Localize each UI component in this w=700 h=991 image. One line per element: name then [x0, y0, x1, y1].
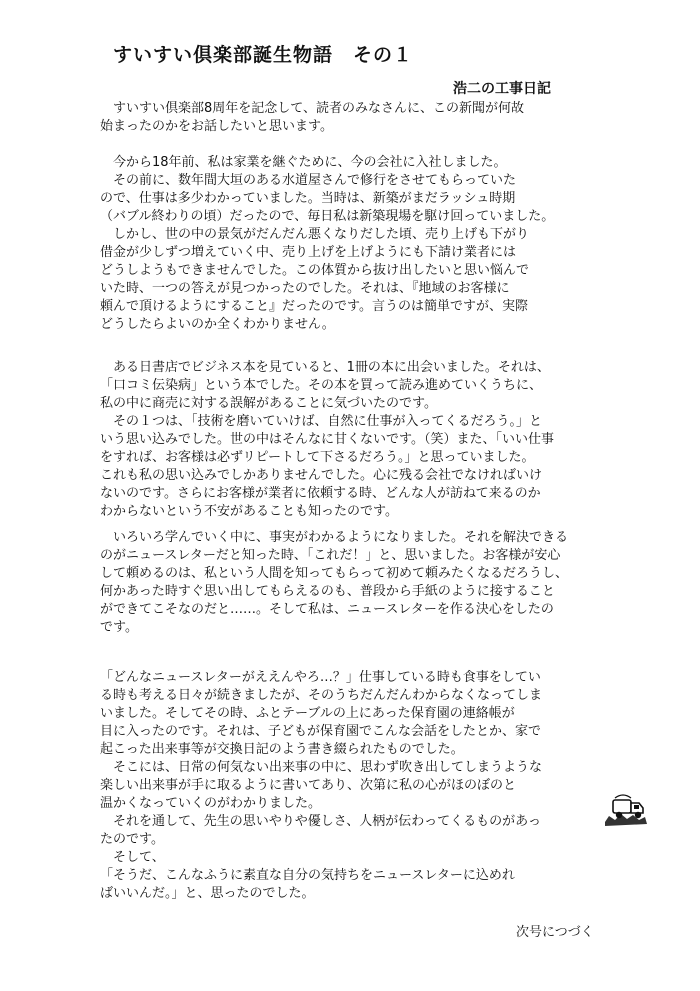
- text-line: 「そうだ、こんなふうに素直な自分の気持ちをニュースレターに込めれ: [100, 868, 515, 883]
- text-line: どうしたらよいのか全くわかりません。: [100, 317, 335, 332]
- text-line: いう思い込みでした。世の中はそんなに甘くないです。（笑）また、「いい仕事: [100, 432, 554, 447]
- truck-icon: [603, 790, 649, 830]
- text-line: のがニュースレターだと知った時、「これだ！」と、思いました。お客様が安心: [100, 548, 561, 563]
- text-line: です。: [100, 620, 138, 635]
- text-line: 頼んで頂けるようにすること』だったのです。言うのは簡単ですが、実際: [100, 299, 528, 314]
- paragraph-diary: [100, 669, 542, 903]
- text-line: ないのです。さらにお客様が業者に依頼する時、どんな人が訪ねて来るのか: [100, 486, 541, 501]
- text-line: をすれば、お客様は必ずリピートして下さるだろう。」と思っていました。: [100, 450, 535, 465]
- text-line: 目に入ったのです。それは、子どもが保育園でこんな会話をしたとか、家で: [100, 724, 541, 739]
- text-line: わからないという不安があることも知ったのです。: [100, 504, 398, 519]
- text-line: ができてこそなのだと……。そして私は、ニュースレターを作る決心をしたの: [100, 602, 554, 617]
- text-line: その前に、数年間大垣のある水道屋さんで修行をさせてもらっていた: [100, 173, 517, 188]
- text-line: その１つは、「技術を磨いていけば、自然に仕事が入ってくるだろう。」と: [100, 414, 543, 429]
- paragraph-newsletter: [100, 529, 568, 637]
- text-line: たのです。: [100, 832, 164, 847]
- text-line: いろいろ学んでいく中に、事実がわかるようになりました。それを解決できる: [100, 530, 569, 545]
- text-line: して頼めるのは、私という人間を知ってもらって初めて頼みたくなるだろうし、: [100, 566, 569, 581]
- text-line: 私の中に商売に対する誤解があることに気づいたのです。: [100, 396, 437, 411]
- text-line: ので、仕事は多少わかっていました。当時は、新築がまだラッシュ時期: [100, 191, 516, 206]
- paragraph-book: [100, 359, 554, 521]
- text-line: これも私の思い込みでしかありませんでした。心に残る会社でなければいけ: [100, 468, 543, 483]
- text-line: 楽しい出来事が手に取るように書いてあり、次第に私の心がほのぼのと: [100, 778, 517, 793]
- text-line: 今から18年前、私は家業を継ぐために、今の会社に入社しました。: [100, 155, 507, 170]
- text-line: しかし、世の中の景気がだんだん悪くなりだした頃、売り上げも下がり: [100, 227, 530, 242]
- text-line: る時も考える日々が続きましたが、そのうちだんだんわからなくなってしま: [100, 688, 543, 703]
- text-line: 温かくなっていくのがわかりました。: [100, 796, 322, 811]
- text-line: 始まったのかをお話したいと思います。: [100, 119, 333, 134]
- text-line: 「どんなニュースレターがええんやろ…？」仕事している時も食事をしてい: [100, 670, 541, 685]
- text-line: いた時、一つの答えが見つかったのでした。それは、『地域のお客様に: [100, 281, 510, 296]
- text-line: 借金が少しずつ増えていく中、売り上げを上げようにも下請け業者には: [100, 245, 517, 260]
- text-line: いました。そしてその時、ふとテーブルの上にあった保育園の連絡帳が: [100, 706, 515, 721]
- text-line: 起こった出来事等が交換日記のよう書き綴られたものでした。: [100, 742, 464, 757]
- text-line: 「口コミ伝染病」という本でした。その本を買って読み進めていくうちに、: [100, 378, 543, 393]
- text-line: ばいいんだ。」と、思ったのでした。: [100, 886, 315, 901]
- page-title: すいすい倶楽部誕生物語 その１: [113, 44, 414, 66]
- text-line: それを通して、先生の思いやりや優しさ、人柄が伝わってくるものがあっ: [100, 814, 541, 829]
- text-line: （バブル終わりの頃）だったので、毎日私は新築現場を駆け回っていました。: [100, 209, 555, 224]
- text-line: 何かあった時すぐ思い出してもらえるのも、普段から手紙のように接すること: [100, 584, 555, 599]
- text-line: そして、: [100, 850, 165, 865]
- text-line: すいすい倶楽部8周年を記念して、読者のみなさんに、この新聞が何故: [100, 101, 525, 116]
- text-line: どうしようもできませんでした。この体質から抜け出したいと思い悩んで: [100, 263, 530, 278]
- text-line: ある日書店でビジネス本を見ていると、1冊の本に出会いました。それは、: [100, 360, 550, 375]
- paragraph-history: [100, 154, 554, 334]
- author-byline: 浩二の工事日記: [453, 81, 551, 97]
- paragraph-intro: [100, 100, 524, 136]
- text-line: そこには、日常の何気ない出来事の中に、思わず吹き出してしまうような: [100, 760, 543, 775]
- to-be-continued: 次号につづく: [516, 925, 594, 940]
